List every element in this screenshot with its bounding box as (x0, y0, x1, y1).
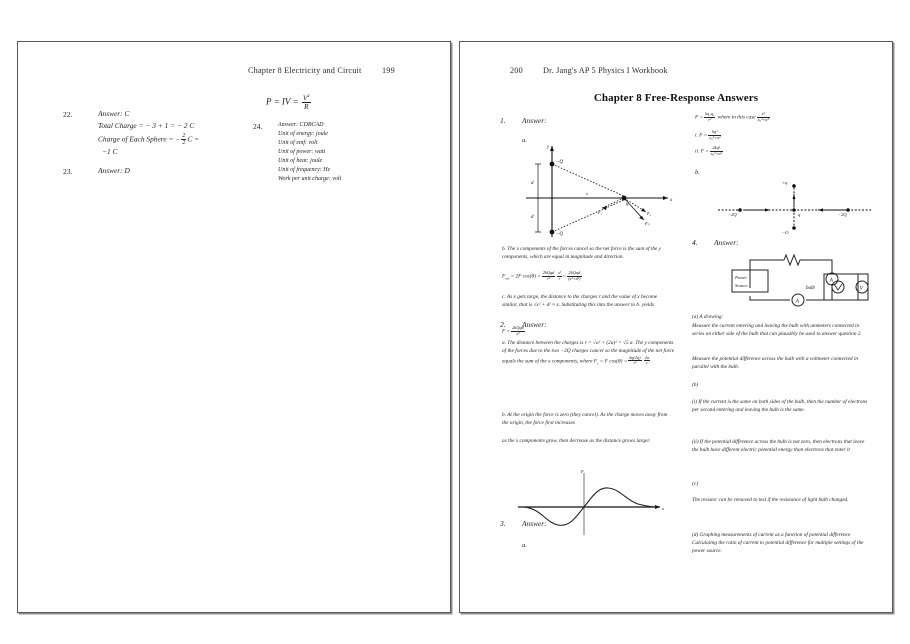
item-3-answer-label: Answer: (522, 519, 547, 528)
item-1-part-b-text: b. The x components of the forces cancel so the net force is the sum of the y components, which are equal in magnitude and direction. (502, 246, 662, 260)
svg-text:A: A (829, 277, 833, 284)
svg-text:−2Q: −2Q (728, 212, 737, 217)
item-4-part-c-title: (c) (692, 481, 698, 487)
item-22-line-4: −1 C (102, 147, 118, 156)
power-formula-fraction (302, 94, 311, 111)
charge-line-diagram (710, 172, 880, 234)
item-4-part-b-ii: (ii) If the potential difference across the bulb is not zero, then electrons that leave the bulb have different electric potential energy than electrons that enter it (692, 439, 865, 453)
svg-text:−2Q: −2Q (838, 212, 847, 217)
power-formula (266, 94, 312, 111)
item-number-4: 4. (692, 238, 698, 247)
svg-text:bulb: bulb (806, 286, 815, 291)
item-22-line-3 (98, 133, 308, 147)
charge-force-vector-diagram (516, 142, 676, 238)
item-1-answer-label: Answer: (522, 116, 547, 125)
item-24-line-4: Unit of power: watt (278, 149, 326, 155)
item-4-part-b-i: (i) If the current is the same on both sides of the bulb, then the number of electrons per second entering and leaving the bulb is the same. (692, 399, 868, 413)
eq-frac-2: $\frac{d}{r}$ (558, 270, 561, 281)
item-2-part-a-body: a. The distance between the charges is r = √a² + (2a)² = √5 a. The y components of the forces due to the two −2Q charges cancel so the magnitude of the net force equals the sum of the x components, where F (502, 340, 675, 365)
formula1-lhs: F = (695, 114, 704, 121)
item-1-part-c-text: c. As x gets large, the distance to the charges r and the value of x become similar, that is √x² + d² ≈ x. Substituting this into the answer to b. yields (502, 294, 658, 308)
formula2-frac: $\frac{\text{kq²}}{\text{x₀²+a²}}$ (709, 129, 721, 140)
eq-c-frac: $\frac{\text{2kQqd}}{\text{x³}}$ (512, 325, 524, 336)
item-24-line-7: Work per unit charge: volt (278, 176, 342, 182)
svg-text:Power: Power (735, 275, 747, 280)
svg-text:F₂: F₂ (647, 211, 652, 216)
circuit-diagram-bulb-ammeters (728, 248, 878, 316)
svg-text:−Q: −Q (556, 160, 563, 165)
item-4-part-c-text: The resistor can be removed to test if the resistance of light bulb changed. (692, 497, 849, 503)
item-4-part-d-text: (d) Graphing measurements of current as a function of potential difference Calculating the ratio of current to potential difference for multiple settings of the power source. (692, 532, 864, 554)
page-left[interactable] (17, 41, 451, 613)
item-2-frac-2: $\frac{2a}{r}$ (644, 354, 649, 366)
item-3-part-a-label: a. (522, 542, 527, 549)
item-1-part-b-label: b. (695, 169, 700, 176)
item-2-part-a-body2: = F cos(θ) = (599, 358, 628, 365)
formula1-frac2: $\frac{\text{x²}}{\text{x₀²+a²}}$ (757, 111, 769, 122)
eq-frac-3: $\frac{\text{2kQqd}}{\text{(x²+d²)}}$ (568, 270, 581, 281)
page-right[interactable] (459, 41, 893, 613)
formula3-lhs: ii. F = (695, 148, 709, 155)
item-22-fraction-trailing: C = (187, 134, 200, 144)
eq-mid: = 2F cos(θ) = (510, 273, 541, 280)
power-formula-lhs: P = IV = (266, 96, 299, 107)
svg-text:F: F (581, 469, 584, 474)
item-24-line-1: Answer: CDBCAD (278, 122, 324, 128)
item-22-line-3-text: Charge of Each Sphere = − (98, 134, 181, 144)
top-right-formula-line-2 (695, 130, 722, 140)
item-1-part-a-label: a. (522, 137, 527, 144)
svg-text:x: x (662, 506, 665, 511)
item-2-part-a-text (502, 340, 677, 366)
svg-text:+q: +q (782, 180, 788, 185)
item-number-1: 1. (500, 116, 506, 125)
eq-lhs: F (502, 273, 506, 280)
power-formula-denominator: R (303, 102, 309, 112)
formula2-lhs: i. F = (695, 132, 708, 139)
item-2-answer-label: Answer: (522, 320, 547, 329)
item-22-fraction-denominator: 2 (182, 140, 186, 147)
svg-text:F₁: F₁ (598, 210, 603, 215)
top-right-formula-line-3 (695, 146, 724, 156)
formula3-frac: $\frac{\text{2kq²}}{\text{x₀²+a²}}$ (710, 145, 722, 156)
svg-text:Source: Source (735, 283, 748, 288)
svg-text:d: d (531, 215, 534, 220)
top-right-formula-line-1 (695, 112, 870, 122)
eq-lhs-sub: net (505, 276, 510, 281)
svg-text:x: x (586, 191, 588, 196)
item-1-part-b-equation: $F_{net} = 2F$ cos(θ) = $\frac{\text{2kQqd}}{\text{r²}}$ $\frac{d}{r}$ = $\frac{\text{2kQqd}}{\text{(x²+d²)}}$ (502, 270, 581, 281)
eq-frac-1: $\frac{\text{2kQqd}}{\text{r²}}$ (542, 270, 555, 281)
item-number-2: 2. (500, 320, 506, 329)
eq-c-lhs: F = (502, 328, 511, 335)
formula1-mid: where in this case (717, 114, 756, 121)
chapter-heading: Chapter 8 Free-Response Answers (593, 92, 759, 104)
item-4-part-a-text2: Measure the potential difference across the bulb with a voltmeter connected in parallel with the bulb. (692, 356, 859, 370)
svg-text:−Q: −Q (556, 232, 563, 237)
item-24-line-5: Unit of heat: joule (278, 158, 323, 164)
svg-text:d: d (531, 181, 534, 186)
item-number-22: 22. (63, 110, 73, 119)
svg-text:A: A (795, 298, 799, 305)
svg-text:V: V (859, 285, 863, 292)
item-24-line-2: Unit of energy: joule (278, 131, 328, 137)
power-formula-numerator: $V^2$ (302, 93, 310, 103)
formula1-frac: $\frac{\text{kq₁q₂}}{\text{r²}}$ (705, 111, 715, 122)
running-head-right: Dr. Jang's AP 5 Physics I Workbook (543, 66, 668, 75)
item-2-part-a-sub: x (596, 361, 599, 366)
item-2-part-b-text2: as the x components grow, then decrease as the distance grows larger. (502, 438, 651, 444)
item-23-line-1: Answer: D (98, 166, 130, 175)
item-number-24: 24. (253, 122, 263, 131)
svg-text:q: q (626, 202, 629, 207)
item-22-fraction (181, 133, 186, 147)
svg-text:y: y (547, 145, 550, 150)
item-24-line-3: Unit of emf: volt (278, 140, 318, 146)
item-number-3: 3. (500, 519, 506, 528)
svg-text:q: q (798, 212, 801, 217)
item-22-fraction-numerator: 2 (182, 133, 186, 139)
running-head-left: Chapter 8 Electricity and Circuit (248, 66, 362, 75)
item-4-part-b-title: (b) (692, 382, 699, 388)
item-22-line-1: Answer: C (98, 109, 130, 118)
item-4-part-a-title: (a) A drawing: (692, 314, 724, 320)
page-number-right: 200 (510, 66, 523, 75)
item-number-23: 23. (63, 167, 73, 176)
item-24-line-6: Unit of frequency: Hz (278, 167, 330, 173)
item-2-frac-1: $\frac{kq(2q)}{\text{r²}}$ (629, 354, 641, 366)
svg-text:x: x (670, 198, 673, 203)
item-22-line-2: Total Charge = − 3 + 1 = − 2 C (98, 121, 195, 130)
svg-text:−Q: −Q (782, 230, 789, 234)
item-2-part-b-text: b. At the origin the force is zero (they cancel). As the charge moves away from the origin, the force first increases (502, 412, 668, 426)
page-number-left: 199 (382, 66, 395, 75)
item-4-part-a-text: Measure the current entering and leaving the bulb with ammeters connected in series on either side of the bulb that can plausibly be used to answer question 2. (692, 323, 862, 337)
svg-text:Fₙ: Fₙ (645, 221, 650, 226)
item-4-answer-label: Answer: (714, 238, 739, 247)
